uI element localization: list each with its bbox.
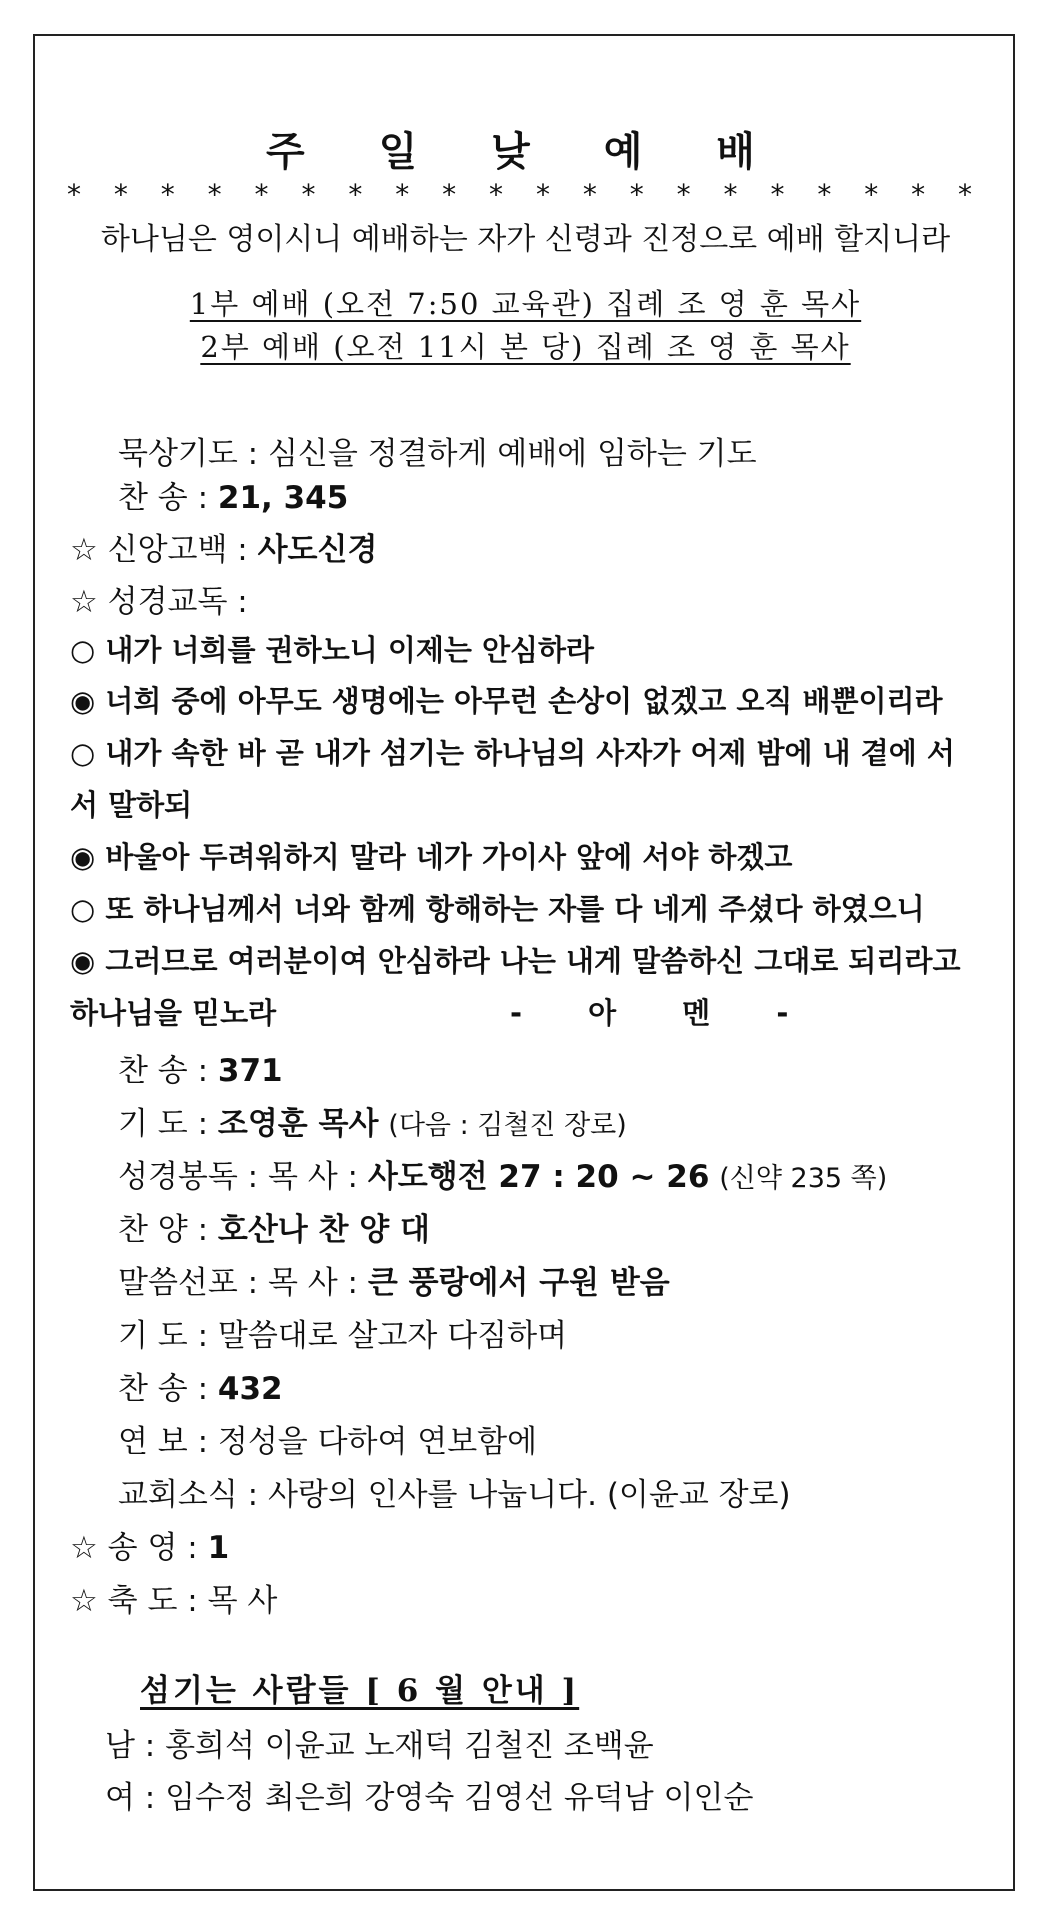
order-item: 교회소식 : 사랑의 인사를 나눕니다. (이윤교 장로) (118, 1477, 791, 1513)
servers-women: 여 : 임수정 최은희 강영숙 김영선 유덕남 이인순 (105, 1780, 754, 1816)
star-icon: ☆ (70, 1583, 98, 1619)
order-item: ☆ 축 도 : 목 사 (70, 1583, 278, 1619)
star-icon: ☆ (70, 584, 98, 620)
order-item: 기 도 : 말씀대로 살고자 다짐하며 (118, 1318, 568, 1354)
reading-line: 서 말하되 (70, 788, 193, 822)
star-divider: * * * * * * * * * * * * * * * * * * * * (66, 178, 985, 211)
reading-line: ○ 또 하나님께서 너와 함께 항해하는 자를 다 네게 주셨다 하였으니 (70, 892, 925, 926)
order-item: 찬 송 : 371 (118, 1053, 283, 1089)
reading-line: ○ 내가 너희를 권하노니 이제는 안심하라 (70, 633, 595, 667)
order-item: ☆ 송 영 : 1 (70, 1530, 230, 1566)
order-item: 묵상기도 : 심신을 정결하게 예배에 임하는 기도 (118, 436, 757, 472)
servers-title: 섬기는 사람들 [ 6 월 안내 ] (140, 1673, 580, 1709)
servers-men: 남 : 홍희석 이윤교 노재덕 김철진 조백윤 (105, 1728, 654, 1764)
motto-text: 하나님은 영이시니 예배하는 자가 신령과 진정으로 예배 할지니라 (100, 222, 951, 257)
reading-line: ◉ 너희 중에 아무도 생명에는 아무런 손상이 없겠고 오직 배뿐이리라 (70, 684, 943, 718)
reading-line: 하나님을 믿노라 (70, 996, 277, 1030)
order-item: 찬 송 : 432 (118, 1371, 283, 1407)
order-item: 연 보 : 정성을 다하여 연보함에 (118, 1424, 538, 1460)
order-item: 기 도 : 조영훈 목사 (다음 : 김철진 장로) (118, 1106, 627, 1142)
service-second: 2부 예배 (오전 11시 본 당) 집례 조 영 훈 목사 (200, 330, 851, 364)
reading-line: ○ 내가 속한 바 곧 내가 섬기는 하나님의 사자가 어제 밤에 내 곁에 서 (70, 736, 955, 770)
order-item: 말씀선포 : 목 사 : 큰 풍랑에서 구원 받음 (118, 1265, 670, 1301)
order-item: 성경봉독 : 목 사 : 사도행전 27 : 20 ~ 26 (신약 235 쪽) (118, 1159, 888, 1195)
reading-line: ◉ 바울아 두려워하지 말라 네가 가이사 앞에 서야 하겠고 (70, 840, 793, 874)
order-item: ☆ 성경교독 : (70, 584, 248, 620)
page-title: 주 일 낮 예 배 (266, 128, 785, 175)
service-first: 1부 예배 (오전 7:50 교육관) 집례 조 영 훈 목사 (189, 287, 862, 321)
order-item: ☆ 신앙고백 : 사도신경 (70, 532, 378, 568)
reading-line: ◉ 그러므로 여러분이여 안심하라 나는 내게 말씀하신 그대로 되리라고 (70, 944, 961, 978)
order-item: 찬 양 : 호산나 찬 양 대 (118, 1212, 430, 1248)
star-icon: ☆ (70, 532, 98, 568)
star-icon: ☆ (70, 1530, 98, 1566)
amen-text: - 아 멘 - (510, 996, 817, 1030)
order-item: 찬 송 : 21, 345 (118, 480, 349, 516)
